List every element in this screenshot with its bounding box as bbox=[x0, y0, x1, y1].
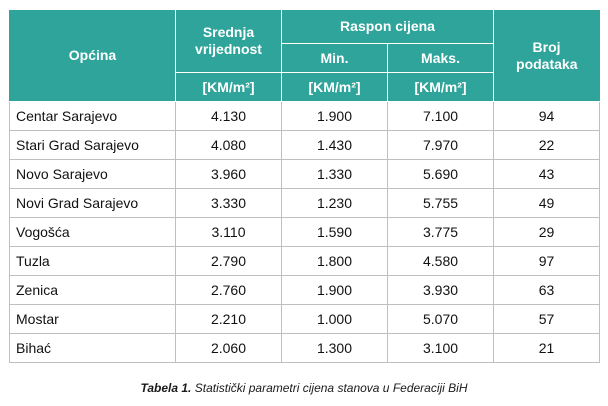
cell-max: 5.755 bbox=[388, 189, 494, 218]
cell-max: 4.580 bbox=[388, 247, 494, 276]
table-row bbox=[10, 247, 600, 276]
cell-min: 1.900 bbox=[282, 276, 388, 305]
cell-name: Tuzla bbox=[10, 247, 176, 276]
cell-max: 3.930 bbox=[388, 276, 494, 305]
cell-min: 1.430 bbox=[282, 131, 388, 160]
cell-name: Zenica bbox=[10, 276, 176, 305]
header-raspon: Raspon cijena bbox=[282, 10, 494, 44]
cell-max: 7.100 bbox=[388, 102, 494, 131]
cell-count: 22 bbox=[494, 131, 600, 160]
header-opcina: Općina bbox=[10, 10, 176, 102]
header-srednja: Srednja vrijednost bbox=[176, 10, 282, 73]
cell-max: 5.690 bbox=[388, 160, 494, 189]
cell-name: Novi Grad Sarajevo bbox=[10, 189, 176, 218]
cell-name: Novo Sarajevo bbox=[10, 160, 176, 189]
cell-count: 97 bbox=[494, 247, 600, 276]
header-maks: Maks. bbox=[388, 44, 494, 73]
table-row bbox=[10, 102, 600, 131]
cell-max: 7.970 bbox=[388, 131, 494, 160]
cell-name: Stari Grad Sarajevo bbox=[10, 131, 176, 160]
table-row bbox=[10, 218, 600, 247]
table-body bbox=[10, 102, 600, 363]
cell-min: 1.300 bbox=[282, 334, 388, 363]
cell-avg: 2.210 bbox=[176, 305, 282, 334]
cell-max: 3.775 bbox=[388, 218, 494, 247]
header-broj: Broj podataka bbox=[494, 10, 600, 102]
price-table-container bbox=[9, 10, 599, 363]
cell-min: 1.330 bbox=[282, 160, 388, 189]
cell-count: 43 bbox=[494, 160, 600, 189]
cell-max: 5.070 bbox=[388, 305, 494, 334]
cell-avg: 4.080 bbox=[176, 131, 282, 160]
cell-avg: 2.060 bbox=[176, 334, 282, 363]
table-row bbox=[10, 189, 600, 218]
cell-avg: 3.110 bbox=[176, 218, 282, 247]
cell-name: Centar Sarajevo bbox=[10, 102, 176, 131]
header-min: Min. bbox=[282, 44, 388, 73]
cell-avg: 2.760 bbox=[176, 276, 282, 305]
table-header bbox=[10, 10, 600, 102]
cell-max: 3.100 bbox=[388, 334, 494, 363]
cell-min: 1.590 bbox=[282, 218, 388, 247]
cell-count: 49 bbox=[494, 189, 600, 218]
cell-name: Bihać bbox=[10, 334, 176, 363]
table-row bbox=[10, 334, 600, 363]
cell-avg: 4.130 bbox=[176, 102, 282, 131]
caption-label: Tabela 1. bbox=[140, 381, 192, 395]
table-row bbox=[10, 131, 600, 160]
cell-min: 1.900 bbox=[282, 102, 388, 131]
cell-name: Vogošća bbox=[10, 218, 176, 247]
unit-maks: [KM/m²] bbox=[388, 73, 494, 102]
unit-min: [KM/m²] bbox=[282, 73, 388, 102]
cell-avg: 2.790 bbox=[176, 247, 282, 276]
cell-min: 1.800 bbox=[282, 247, 388, 276]
cell-count: 57 bbox=[494, 305, 600, 334]
cell-count: 63 bbox=[494, 276, 600, 305]
cell-count: 94 bbox=[494, 102, 600, 131]
cell-min: 1.230 bbox=[282, 189, 388, 218]
table-row bbox=[10, 276, 600, 305]
cell-count: 21 bbox=[494, 334, 600, 363]
price-table bbox=[9, 10, 600, 363]
cell-count: 29 bbox=[494, 218, 600, 247]
cell-avg: 3.330 bbox=[176, 189, 282, 218]
table-row bbox=[10, 160, 600, 189]
cell-avg: 3.960 bbox=[176, 160, 282, 189]
cell-min: 1.000 bbox=[282, 305, 388, 334]
table-row bbox=[10, 305, 600, 334]
cell-name: Mostar bbox=[10, 305, 176, 334]
unit-srednja: [KM/m²] bbox=[176, 73, 282, 102]
caption-text: Statistički parametri cijena stanova u Federaciji BiH bbox=[191, 381, 468, 395]
table-caption bbox=[0, 381, 608, 395]
